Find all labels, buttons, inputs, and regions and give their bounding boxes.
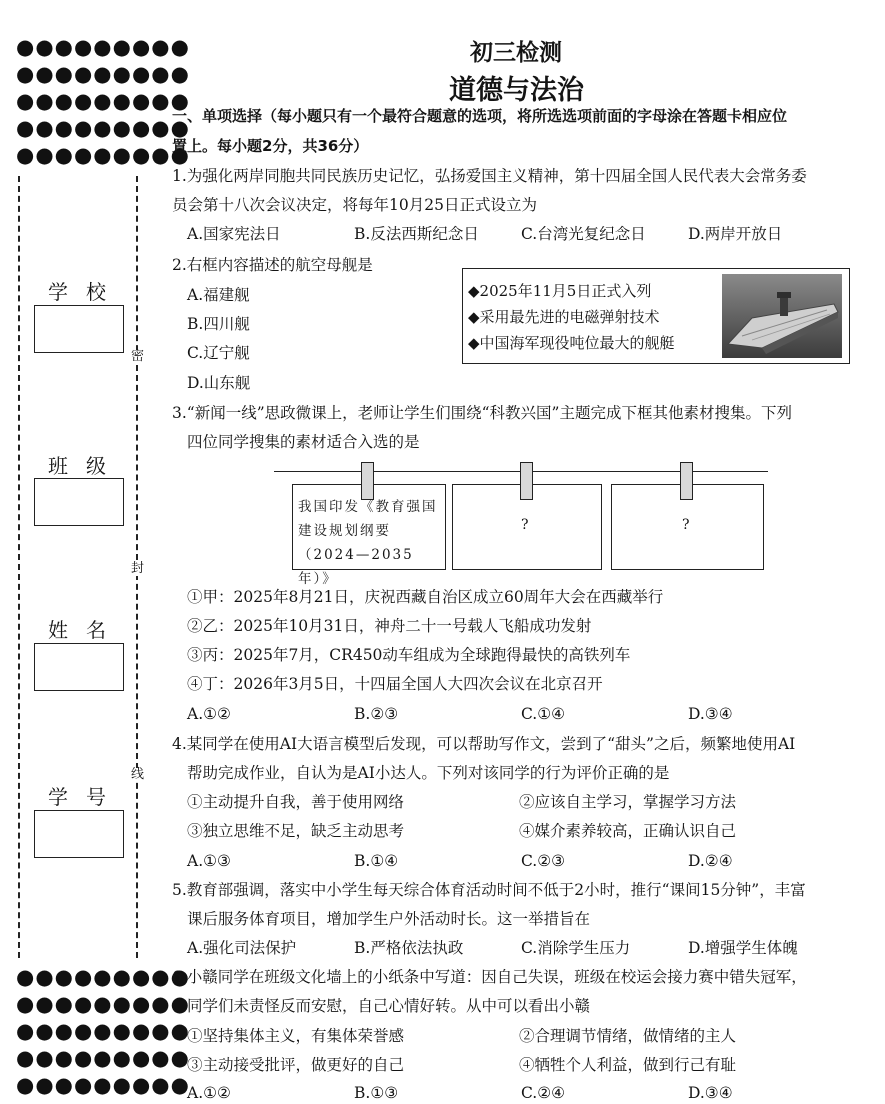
dots-row: ●●●●●●●●●	[16, 35, 190, 59]
q4-item: ④媒介素养较高，正确认识自己	[519, 822, 737, 840]
q1-option-d[interactable]: D.两岸开放日	[688, 225, 783, 243]
carrier-fact: ◆2025年11月5日正式入列	[468, 282, 652, 300]
student-id-label: 学号	[48, 785, 124, 809]
q3-item: ③丙：2025年7月，CR450动车组成为全球跑得最快的高铁列车	[187, 646, 631, 664]
clothespin	[680, 462, 693, 500]
frame-2-placeholder: ?	[521, 517, 529, 533]
q4-option-d[interactable]: D.②④	[688, 852, 733, 870]
q6-option-b[interactable]: B.①③	[354, 1084, 399, 1102]
q5-option-c[interactable]: C.消除学生压力	[521, 939, 631, 957]
question-4-stem: 4.某同学在使用AI大语言模型后发现，可以帮助写作文，尝到了“甜头”之后，频繁地使用AI	[172, 735, 796, 753]
seal-char-mi: 密	[131, 349, 145, 364]
q5-option-b[interactable]: B.严格依法执政	[354, 939, 464, 957]
section-heading: 一、单项选择（每小题只有一个最符合题意的选项，将所选选项前面的字母涂在答题卡相应位	[172, 107, 788, 125]
student-id-input[interactable]	[34, 810, 124, 858]
question-6-stem: 6.小赣同学在班级文化墙上的小纸条中写道：因自己失误，班级在校运会接力赛中错失冠军，	[172, 968, 807, 986]
dots-row: ●●●●●●●●●	[16, 965, 190, 989]
q4-option-c[interactable]: C.②③	[521, 852, 566, 870]
dots-row: ●●●●●●●●●	[16, 1046, 190, 1070]
q4-option-a[interactable]: A.①③	[187, 852, 231, 870]
q6-item: ③主动接受批评，做更好的自己	[187, 1056, 405, 1074]
q5-option-a[interactable]: A.强化司法保护	[187, 939, 297, 957]
seal-char-feng: 封	[131, 561, 145, 576]
question-5-stem: 5.教育部强调，落实中小学生每天综合体育活动时间不低于2小时，推行“课间15分钟”，丰富	[172, 881, 806, 899]
question-6-stem-cont: 同学们未责怪反而安慰，自己心情好转。从中可以看出小赣	[187, 997, 591, 1015]
carrier-fact: ◆采用最先进的电磁弹射技术	[468, 308, 660, 326]
q3-option-a[interactable]: A.①②	[187, 705, 231, 723]
dots-row: ●●●●●●●●●	[16, 116, 190, 140]
q6-item: ②合理调节情绪，做情绪的主人	[519, 1027, 737, 1045]
q5-option-d[interactable]: D.增强学生体魄	[688, 939, 798, 957]
clothespin	[520, 462, 533, 500]
exam-title: 初三检测	[470, 40, 562, 66]
q2-option-d[interactable]: D.山东舰	[187, 374, 251, 392]
q3-option-d[interactable]: D.③④	[688, 705, 733, 723]
question-5-stem-cont: 课后服务体育项目，增加学生户外活动时长。这一举措旨在	[187, 910, 591, 928]
q4-item: ②应该自主学习，掌握学习方法	[519, 793, 737, 811]
q6-option-a[interactable]: A.①②	[187, 1084, 231, 1102]
question-4-stem-cont: 帮助完成作业，自认为是AI小达人。下列对该同学的行为评价正确的是	[187, 764, 670, 782]
school-label: 学校	[48, 280, 124, 304]
q2-option-c[interactable]: C.辽宁舰	[187, 344, 250, 362]
dots-row: ●●●●●●●●●	[16, 992, 190, 1016]
frame-3-placeholder: ?	[682, 517, 690, 533]
q1-option-b[interactable]: B.反法西斯纪念日	[354, 225, 479, 243]
q6-option-c[interactable]: C.②④	[521, 1084, 566, 1102]
frame-1-text: 我国印发《教育强国建设规划纲要（2024—2035年）》	[298, 499, 438, 587]
name-input[interactable]	[34, 643, 124, 691]
q2-option-b[interactable]: B.四川舰	[187, 315, 250, 333]
q3-item: ②乙：2025年10月31日，神舟二十一号载人飞船成功发射	[187, 617, 592, 635]
dots-row: ●●●●●●●●●	[16, 89, 190, 113]
q6-option-d[interactable]: D.③④	[688, 1084, 733, 1102]
question-2-stem: 2.右框内容描述的航空母舰是	[172, 256, 373, 274]
q1-option-a[interactable]: A.国家宪法日	[187, 225, 281, 243]
aircraft-carrier-photo	[722, 274, 842, 358]
cut-line-left	[18, 176, 20, 958]
subject-title: 道德与法治	[449, 75, 584, 106]
section-heading-cont: 置上。每小题2分，共36分）	[172, 137, 369, 155]
q2-option-a[interactable]: A.福建舰	[187, 286, 250, 304]
dots-row: ●●●●●●●●●	[16, 143, 190, 167]
q4-item: ③独立思维不足，缺乏主动思考	[187, 822, 405, 840]
q1-option-c[interactable]: C.台湾光复纪念日	[521, 225, 646, 243]
q3-item: ④丁：2026年3月5日，十四届全国人大四次会议在北京召开	[187, 675, 603, 693]
q3-option-b[interactable]: B.②③	[354, 705, 399, 723]
q4-item: ①主动提升自我，善于使用网络	[187, 793, 405, 811]
question-1-stem: 1.为强化两岸同胞共同民族历史记忆，弘扬爱国主义精神，第十四届全国人民代表大会常务委	[172, 167, 807, 185]
question-3-stem: 3.“新闻一线”思政微课上，老师让学生们围绕“科教兴国”主题完成下框其他素材搜集。下列	[172, 404, 792, 422]
q4-option-b[interactable]: B.①④	[354, 852, 399, 870]
dots-row: ●●●●●●●●●	[16, 1019, 190, 1043]
q3-option-c[interactable]: C.①④	[521, 705, 566, 723]
class-label: 班级	[48, 454, 124, 478]
question-1-stem-cont: 员会第十八次会议决定，将每年10月25日正式设立为	[172, 196, 537, 214]
q3-item: ①甲：2025年8月21日，庆祝西藏自治区成立60周年大会在西藏举行	[187, 588, 664, 606]
dots-row: ●●●●●●●●●	[16, 1073, 190, 1097]
dots-row: ●●●●●●●●●	[16, 62, 190, 86]
q6-item: ④牺牲个人利益，做到行己有耻	[519, 1056, 737, 1074]
class-input[interactable]	[34, 478, 124, 526]
seal-char-xian: 线	[131, 767, 145, 782]
school-input[interactable]	[34, 305, 124, 353]
q6-item: ①坚持集体主义，有集体荣誉感	[187, 1027, 405, 1045]
question-3-stem-cont: 四位同学搜集的素材适合入选的是	[187, 433, 420, 451]
carrier-fact: ◆中国海军现役吨位最大的舰艇	[468, 334, 675, 352]
name-label: 姓名	[48, 618, 124, 642]
